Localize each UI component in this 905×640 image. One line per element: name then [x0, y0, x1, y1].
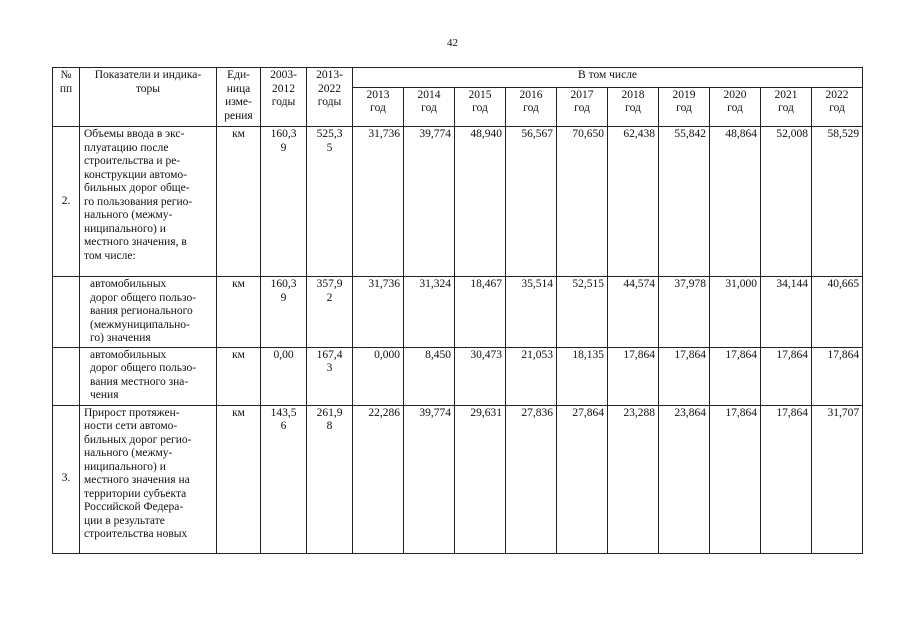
period-2013-2022-value: 261,9 8 — [307, 405, 353, 553]
year-value: 37,978 — [659, 277, 710, 348]
header-row-1 — [53, 68, 863, 88]
year-value: 34,144 — [761, 277, 812, 348]
indicator-name: автомобильных дорог общего пользо- вания местного зна- чения — [80, 347, 217, 405]
year-value: 39,774 — [404, 405, 455, 553]
year-value: 48,940 — [455, 127, 506, 277]
year-value: 48,864 — [710, 127, 761, 277]
table-row — [53, 277, 863, 348]
table-row — [53, 127, 863, 277]
row-number — [53, 277, 80, 348]
year-value: 27,864 — [557, 405, 608, 553]
period-2003-2012-value: 0,00 — [261, 347, 307, 405]
year-value: 31,736 — [353, 277, 404, 348]
year-value: 31,324 — [404, 277, 455, 348]
year-value: 56,567 — [506, 127, 557, 277]
header-period-2013-2022: 2013- 2022 годы — [307, 68, 353, 127]
year-value: 31,736 — [353, 127, 404, 277]
year-value: 55,842 — [659, 127, 710, 277]
year-value: 23,288 — [608, 405, 659, 553]
unit-cell: км — [217, 277, 261, 348]
year-value: 52,515 — [557, 277, 608, 348]
year-value: 52,008 — [761, 127, 812, 277]
unit-cell: км — [217, 405, 261, 553]
header-year: 2020 год — [710, 88, 761, 127]
year-value: 21,053 — [506, 347, 557, 405]
period-2003-2012-value: 160,3 9 — [261, 277, 307, 348]
year-value: 29,631 — [455, 405, 506, 553]
header-year: 2021 год — [761, 88, 812, 127]
year-value: 17,864 — [659, 347, 710, 405]
year-value: 22,286 — [353, 405, 404, 553]
unit-cell: км — [217, 347, 261, 405]
header-year: 2016 год — [506, 88, 557, 127]
year-value: 17,864 — [710, 347, 761, 405]
year-value: 18,467 — [455, 277, 506, 348]
header-year: 2022 год — [812, 88, 863, 127]
indicator-name: автомобильных дорог общего пользо- вания регионального (межмуниципально- го) значения — [80, 277, 217, 348]
unit-cell: км — [217, 127, 261, 277]
year-value: 17,864 — [608, 347, 659, 405]
year-value: 35,514 — [506, 277, 557, 348]
header-year: 2015 год — [455, 88, 506, 127]
row-number: 3. — [53, 405, 80, 553]
year-value: 23,864 — [659, 405, 710, 553]
year-value: 31,000 — [710, 277, 761, 348]
header-period-2003-2012: 2003- 2012 годы — [261, 68, 307, 127]
header-year: 2013 год — [353, 88, 404, 127]
period-2003-2012-value: 143,5 6 — [261, 405, 307, 553]
row-number: 2. — [53, 127, 80, 277]
year-value: 8,450 — [404, 347, 455, 405]
indicator-name: Прирост протяжен- ности сети автомо- бильных дорог регио- нального (межму- ниципального) и местного значения на территории субъекта Российской Федера- ции в результате строительства новых — [80, 405, 217, 553]
year-value: 62,438 — [608, 127, 659, 277]
table-row — [53, 405, 863, 553]
header-year: 2019 год — [659, 88, 710, 127]
header-num: № пп — [53, 68, 80, 127]
year-value: 17,864 — [761, 347, 812, 405]
period-2013-2022-value: 357,9 2 — [307, 277, 353, 348]
period-2013-2022-value: 167,4 3 — [307, 347, 353, 405]
header-in-that-number: В том числе — [353, 68, 863, 88]
year-value: 17,864 — [812, 347, 863, 405]
period-2013-2022-value: 525,3 5 — [307, 127, 353, 277]
year-value: 70,650 — [557, 127, 608, 277]
year-value: 17,864 — [710, 405, 761, 553]
period-2003-2012-value: 160,3 9 — [261, 127, 307, 277]
year-value: 30,473 — [455, 347, 506, 405]
indicator-name: Объемы ввода в экс- плуатацию после строительства и ре- конструкции автомо- бильных дорог обще- го пользования регио- нального (межму- ниципального) и местного значения, в том числе: — [80, 127, 217, 277]
header-year: 2014 год — [404, 88, 455, 127]
year-value: 17,864 — [761, 405, 812, 553]
indicators-table — [52, 67, 863, 554]
header-year: 2017 год — [557, 88, 608, 127]
year-value: 27,836 — [506, 405, 557, 553]
header-indicator: Показатели и индика- торы — [80, 68, 217, 127]
year-value: 40,665 — [812, 277, 863, 348]
row-number — [53, 347, 80, 405]
header-unit: Еди- ница изме- рения — [217, 68, 261, 127]
header-year: 2018 год — [608, 88, 659, 127]
table-row — [53, 347, 863, 405]
year-value: 31,707 — [812, 405, 863, 553]
year-value: 18,135 — [557, 347, 608, 405]
year-value: 44,574 — [608, 277, 659, 348]
year-value: 39,774 — [404, 127, 455, 277]
year-value: 58,529 — [812, 127, 863, 277]
year-value: 0,000 — [353, 347, 404, 405]
page-number: 42 — [447, 37, 458, 49]
